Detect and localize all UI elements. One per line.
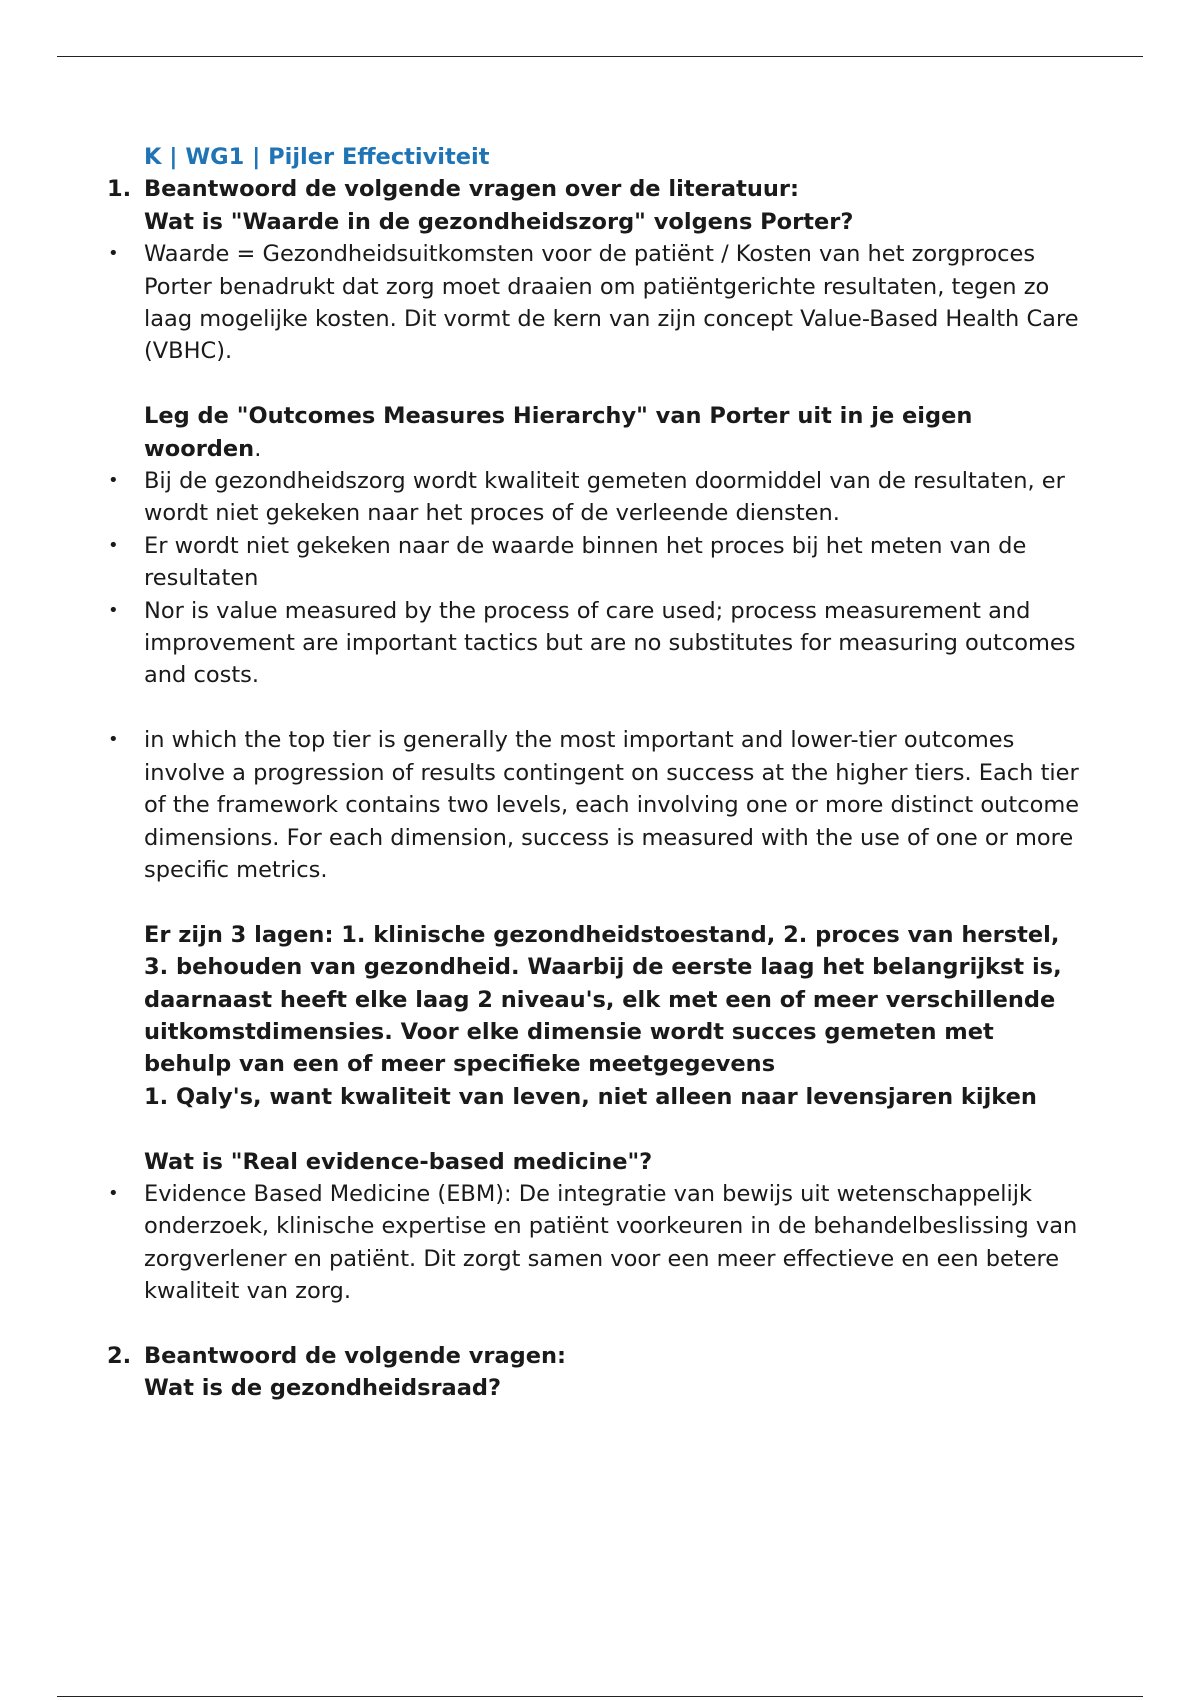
bullet-icon: • — [108, 470, 119, 492]
list-item — [108, 724, 1084, 886]
list-item-text: Er wordt niet gekeken naar de waarde binnen het proces bij het meten van de resultaten — [144, 532, 1027, 592]
subquestion-gezondheidsraad: Wat is de gezondheidsraad? — [144, 1375, 502, 1402]
spacer — [144, 886, 1084, 918]
list-item — [108, 595, 1084, 692]
list-item-paragraph: Porter benadrukt dat zorg moet draaien om patiëntgerichte resultaten, tegen zo laag mogelijke kosten. Dit vormt de kern van zijn concept Value-Based Health Care (VBHC). — [144, 273, 1079, 365]
subquestion-text: Leg de "Outcomes Measures Hierarchy" van Porter uit in je eigen woorden — [144, 403, 973, 462]
spacer — [144, 1113, 1084, 1145]
page-title: K | WG1 | Pijler Effectiviteit — [144, 144, 490, 170]
list-item — [108, 1178, 1084, 1308]
top-rule — [57, 56, 1143, 57]
bullet-icon: • — [108, 729, 119, 751]
list-item-text: in which the top tier is generally the most important and lower-tier outcomes involve a progression of results contingent on success at the higher tiers. Each tier of the framework contains two levels, each involving one or more distinct outcome dimensions. For each dimension, success is measured with the use of one or more specific metrics. — [144, 727, 1080, 883]
list-item-text: Bij de gezondheidszorg wordt kwaliteit gemeten doormiddel van de resultaten, er wordt niet gekeken naar het proces of de verleende diensten. — [144, 468, 1065, 527]
question-number: 1. — [107, 176, 132, 203]
bottom-rule — [57, 1696, 1143, 1697]
spacer — [144, 368, 1084, 400]
list-item-text: Evidence Based Medicine (EBM): De integratie van bewijs uit wetenschappelijk onderzoek, klinische expertise en patiënt voorkeuren in de behandelbeslissing van zorgverlener en patiënt. Dit zorgt samen voor een meer effectieve en een betere kwaliteit van zorg. — [144, 1180, 1078, 1305]
list-item — [108, 530, 1084, 595]
question-heading: Beantwoord de volgende vragen: — [144, 1342, 567, 1369]
document-body — [107, 141, 1084, 1405]
spacer — [144, 1308, 1084, 1340]
question-2 — [107, 1340, 1084, 1372]
list-item-text: Nor is value measured by the process of care used; process measurement and improvement are important tactics but are no substitutes for measuring outcomes and costs. — [144, 597, 1076, 689]
bullet-icon: • — [108, 599, 119, 621]
question-number: 2. — [107, 1342, 132, 1369]
list-item — [108, 465, 1084, 530]
spacer — [144, 692, 1084, 724]
subquestion-value: Wat is "Waarde in de gezondheidszorg" volgens Porter? — [144, 208, 854, 235]
bullet-icon: • — [108, 534, 119, 556]
question-heading: Beantwoord de volgende vragen over de literatuur: — [144, 176, 800, 203]
answer-qaly: 1. Qaly's, want kwaliteit van leven, niet alleen naar levensjaren kijken — [144, 1083, 1037, 1110]
subquestion-ebm: Wat is "Real evidence-based medicine"? — [144, 1148, 653, 1175]
answer-paragraph: Er zijn 3 lagen: 1. klinische gezondheidstoestand, 2. proces van herstel, 3. behouden van gezondheid. Waarbij de eerste laag het belangrijkst is, daarnaast heeft elke laag 2 niveau's, elk met een of meer verschillende uitkomstdimensies. Voor elke dimensie wordt succes gemeten met behulp van een of meer specifieke meetgegevens — [144, 921, 1062, 1078]
subquestion-period: . — [254, 435, 262, 462]
list-item — [108, 238, 1084, 368]
bullet-icon: • — [108, 1182, 119, 1204]
bullet-icon: • — [108, 243, 119, 265]
list-item-text: Waarde = Gezondheidsuitkomsten voor de patiënt / Kosten van het zorgproces — [144, 241, 1036, 268]
subquestion-hierarchy — [144, 400, 1084, 465]
question-1 — [107, 173, 1084, 205]
